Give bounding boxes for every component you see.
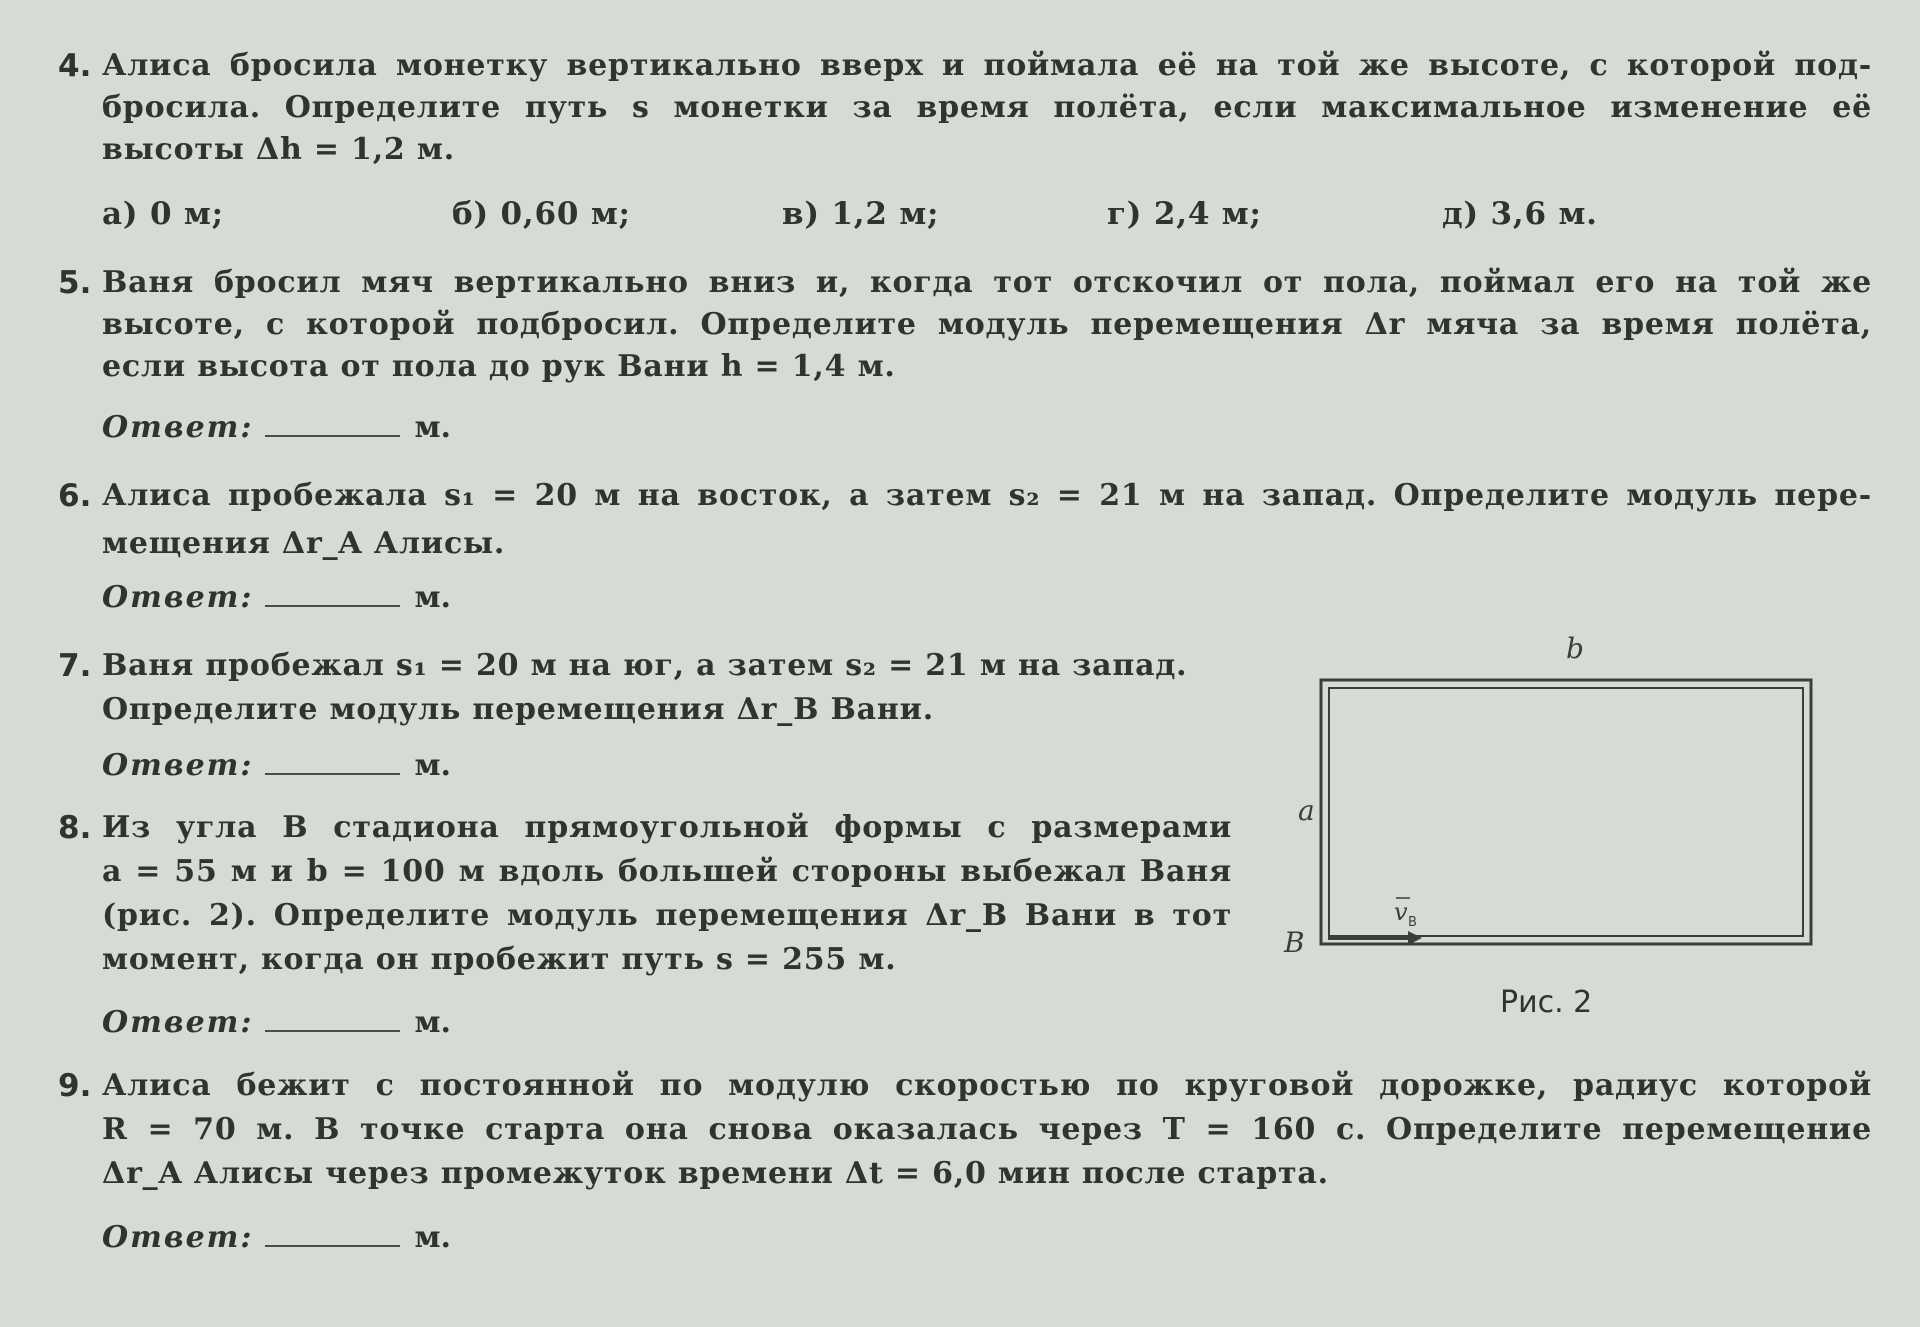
answer-unit: м. [414,1005,451,1040]
problem-text-line: Δr_A Алисы через промежуток времени Δt = 6,0 мин после старта. [102,1156,1329,1191]
answer-label: Ответ: [102,1220,254,1255]
answer-label: Ответ: [102,410,254,445]
answer-label: Ответ: [102,1005,254,1040]
problem-text-line: R = 70 м. В точке старта она снова оказалась через T = 160 с. Определите перемещение [102,1112,1872,1147]
stadium-diagram [1284,632,1830,980]
problem-number: 5. [58,265,92,301]
problem-text-line: Алиса бежит с постоянной по модулю скоростью по круговой дорожке, радиус которой [102,1068,1872,1103]
answer-label: Ответ: [102,580,254,615]
label-b: b [1566,632,1584,665]
answer-blank[interactable] [265,1223,400,1247]
answer-blank[interactable] [265,413,400,437]
problem-text-line: Алиса бросила монетку вертикально вверх и поймала её на той же высоте, с которой под- [102,48,1872,83]
problem-text-line: мещения Δr_A Алисы. [102,526,506,561]
problem-number: 4. [58,48,92,84]
answer-line [102,748,451,783]
problem-number: 7. [58,648,92,684]
answer-unit: м. [414,580,451,615]
answer-line [102,1005,451,1040]
answer-blank[interactable] [265,583,400,607]
figure-caption: Рис. 2 [1500,985,1593,1020]
label-a: a [1298,794,1315,827]
problem-text-line: (рис. 2). Определите модуль перемещения Δr_В Вани в тот [102,898,1232,933]
problem-text-line: Ваня бросил мяч вертикально вниз и, когда тот отскочил от пола, поймал его на той же [102,265,1872,300]
stadium-figure [1284,632,1830,1020]
problem-text-line: Определите модуль перемещения Δr_В Вани. [102,692,934,727]
answer-line [102,580,451,615]
problem-number: 9. [58,1068,92,1104]
problem-text-line: момент, когда он пробежит путь s = 255 м. [102,942,897,977]
problem-text-line: Алиса пробежала s₁ = 20 м на восток, а затем s₂ = 21 м на запад. Определите модуль пере- [102,478,1872,513]
answer-line [102,1220,451,1255]
problem-text-line: Ваня пробежал s₁ = 20 м на юг, а затем s₂ = 21 м на запад. [102,648,1188,683]
problem-number: 8. [58,810,92,846]
answer-blank[interactable] [265,1008,400,1032]
option-a: а) 0 м; [102,196,224,232]
answer-unit: м. [414,410,451,445]
label-velocity: v [1394,898,1408,926]
option-b: б) 0,60 м; [452,196,631,232]
problem-text-line: высоты Δh = 1,2 м. [102,132,455,167]
answer-line [102,410,451,445]
label-velocity-subscript: В [1408,915,1417,930]
option-d: д) 3,6 м. [1442,196,1598,232]
answer-label: Ответ: [102,748,254,783]
problem-text-line: Из угла B стадиона прямоугольной формы с размерами [102,810,1232,845]
label-corner-B: B [1284,926,1305,959]
answer-unit: м. [414,1220,451,1255]
problem-text-line: бросила. Определите путь s монетки за время полёта, если максимальное изменение её [102,90,1872,125]
problem-text-line: если высота от пола до рук Вани h = 1,4 м. [102,349,896,384]
option-v: в) 1,2 м; [782,196,940,232]
problem-number: 6. [58,478,92,514]
option-g: г) 2,4 м; [1107,196,1262,232]
answer-unit: м. [414,748,451,783]
answer-blank[interactable] [265,751,400,775]
problem-text-line: a = 55 м и b = 100 м вдоль большей стороны выбежал Ваня [102,854,1232,889]
problem-text-line: высоте, с которой подбросил. Определите модуль перемещения Δr мяча за время полёта, [102,307,1872,342]
